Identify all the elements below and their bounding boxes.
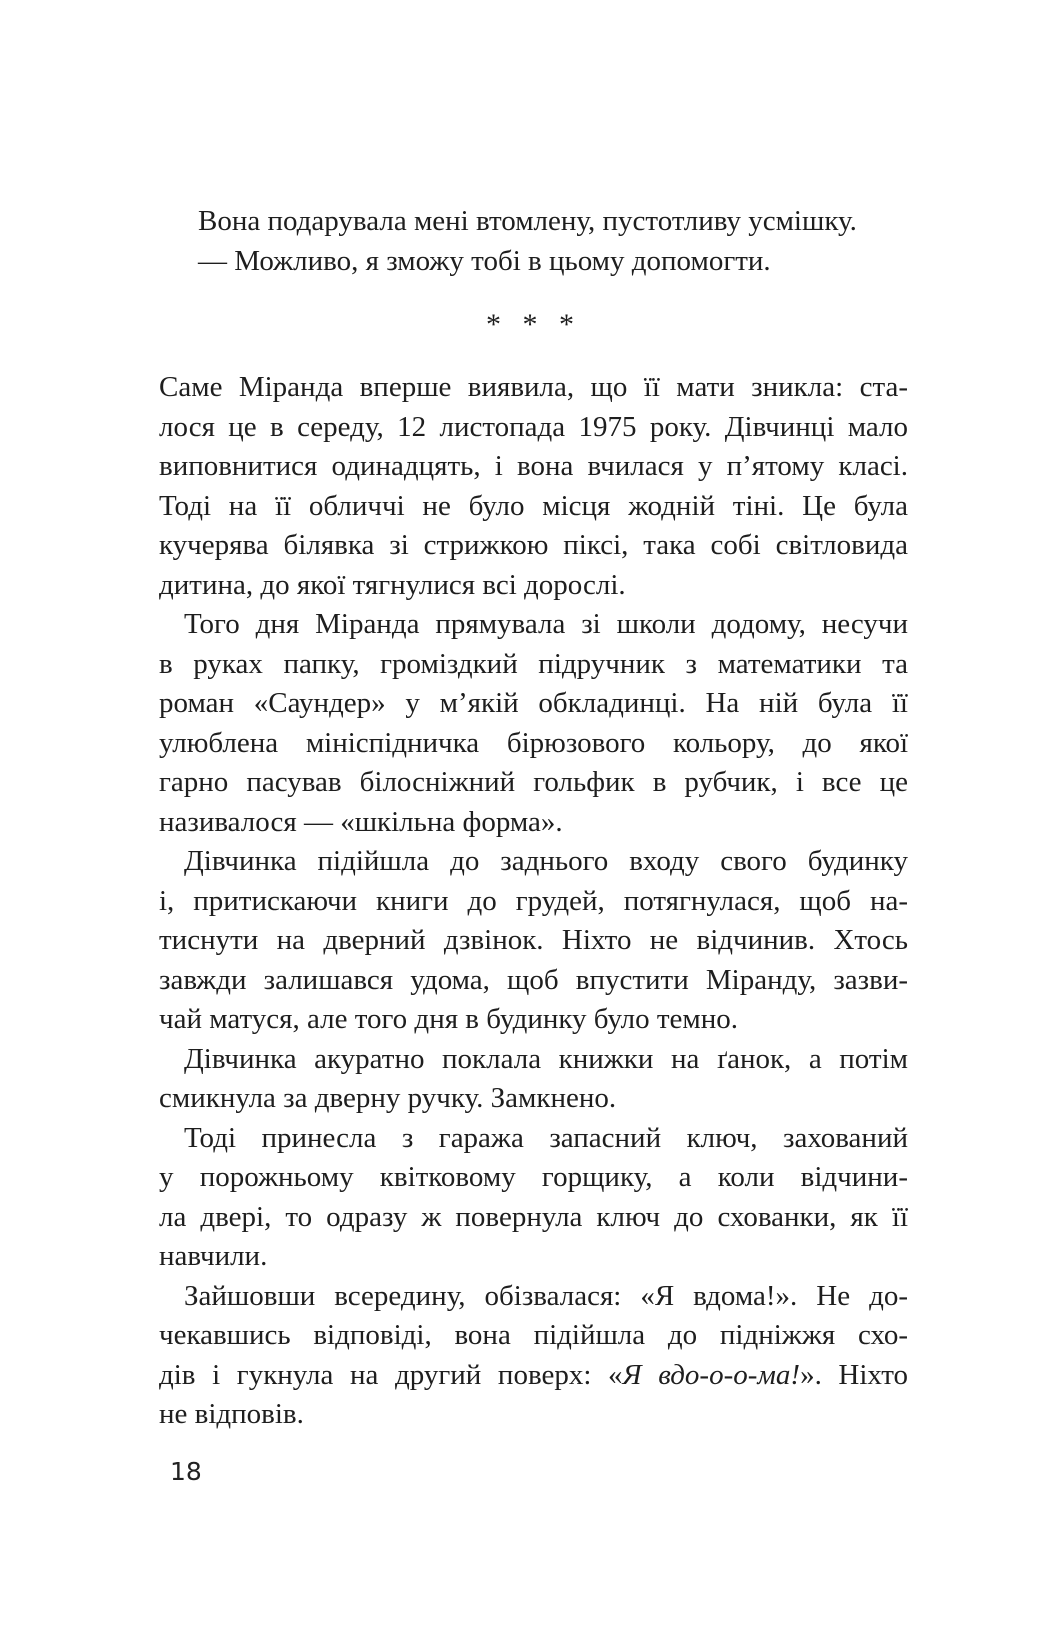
body-text [159, 368, 908, 1435]
paragraph [159, 1040, 908, 1119]
text-line [159, 1356, 908, 1396]
paragraph [159, 1277, 908, 1435]
text-line: Тоді принесла з гаража запасний ключ, захований [184, 1121, 908, 1154]
text-line: виповнитися одинадцять, і вона вчилася у п’ятому класі. [159, 450, 908, 482]
paragraph [159, 842, 908, 1040]
text-line: смикнула за дверну ручку. Замкнено. [159, 1082, 617, 1114]
paragraph [159, 368, 908, 605]
text-segment: дів і гукнула на другий поверх: « [159, 1358, 623, 1391]
text-line: ла двері, то одразу ж повернула ключ до схованки, як її [159, 1200, 908, 1233]
text-line: чай матуся, але того дня в будинку було темно. [159, 1003, 739, 1035]
text-line: дитина, до якої тягнулися всі дорослі. [159, 568, 626, 601]
text-line: називалося — «шкільна форма». [159, 805, 563, 838]
text-segment: ». Ніхто [800, 1358, 909, 1391]
text-line: Вона подарувала мені втомлену, пустотливу усмішку. [198, 205, 857, 237]
text-line: Саме Міранда вперше виявила, що її мати зникла: ста- [159, 371, 908, 403]
text-line: в руках папку, громіздкий підручник з математики та [159, 647, 908, 680]
text-line: лося це в середу, 12 листопада 1975 року. Дівчинці мало [159, 410, 908, 443]
text-line: Тоді на її обличчі не було місця жодній тіні. Це була [159, 489, 908, 522]
text-line: навчили. [159, 1240, 268, 1272]
text-line: не відповів. [159, 1398, 304, 1430]
page-number: 18 [170, 1457, 202, 1486]
text-line: чекавшись відповіді, вона підійшла до підніжжя схо- [159, 1319, 908, 1351]
text-line: у порожньому квітковому горщику, а коли відчини- [159, 1161, 908, 1193]
paragraph [159, 1119, 908, 1277]
text-line: завжди залишався удома, щоб впустити Міранду, зазви- [159, 963, 908, 996]
text-line: і, притискаючи книги до грудей, потягнулася, щоб на- [159, 884, 908, 917]
italic-text: Я вдо-о-о-ма! [622, 1358, 801, 1391]
dialogue-block [159, 202, 908, 281]
text-line: Дівчинка підійшла до заднього входу свого будинку [184, 845, 908, 877]
paragraph [159, 605, 908, 842]
text-line: кучерява білявка зі стрижкою піксі, така собі світловида [159, 529, 908, 561]
text-line: роман «Саундер» у м’якій обкладинці. На ній була її [159, 687, 908, 719]
text-line: улюблена мініспідничка бірюзового кольору, до якої [159, 726, 908, 759]
text-line: Того дня Міранда прямувала зі школи додому, несучи [184, 608, 908, 640]
text-line: гарно пасував білосніжний гольфик в рубчик, і все це [159, 766, 908, 798]
text-line: тиснути на дверний дзвінок. Ніхто не відчинив. Хтось [159, 924, 908, 956]
text-line: — Можливо, я зможу тобі в цьому допомогти. [198, 244, 771, 277]
text-line: Зайшовши всередину, обізвалася: «Я вдома!». Не до- [184, 1279, 908, 1312]
text-line: Дівчинка акуратно поклала книжки на ґанок, а потім [184, 1042, 908, 1075]
section-separator: * * * [486, 308, 581, 341]
